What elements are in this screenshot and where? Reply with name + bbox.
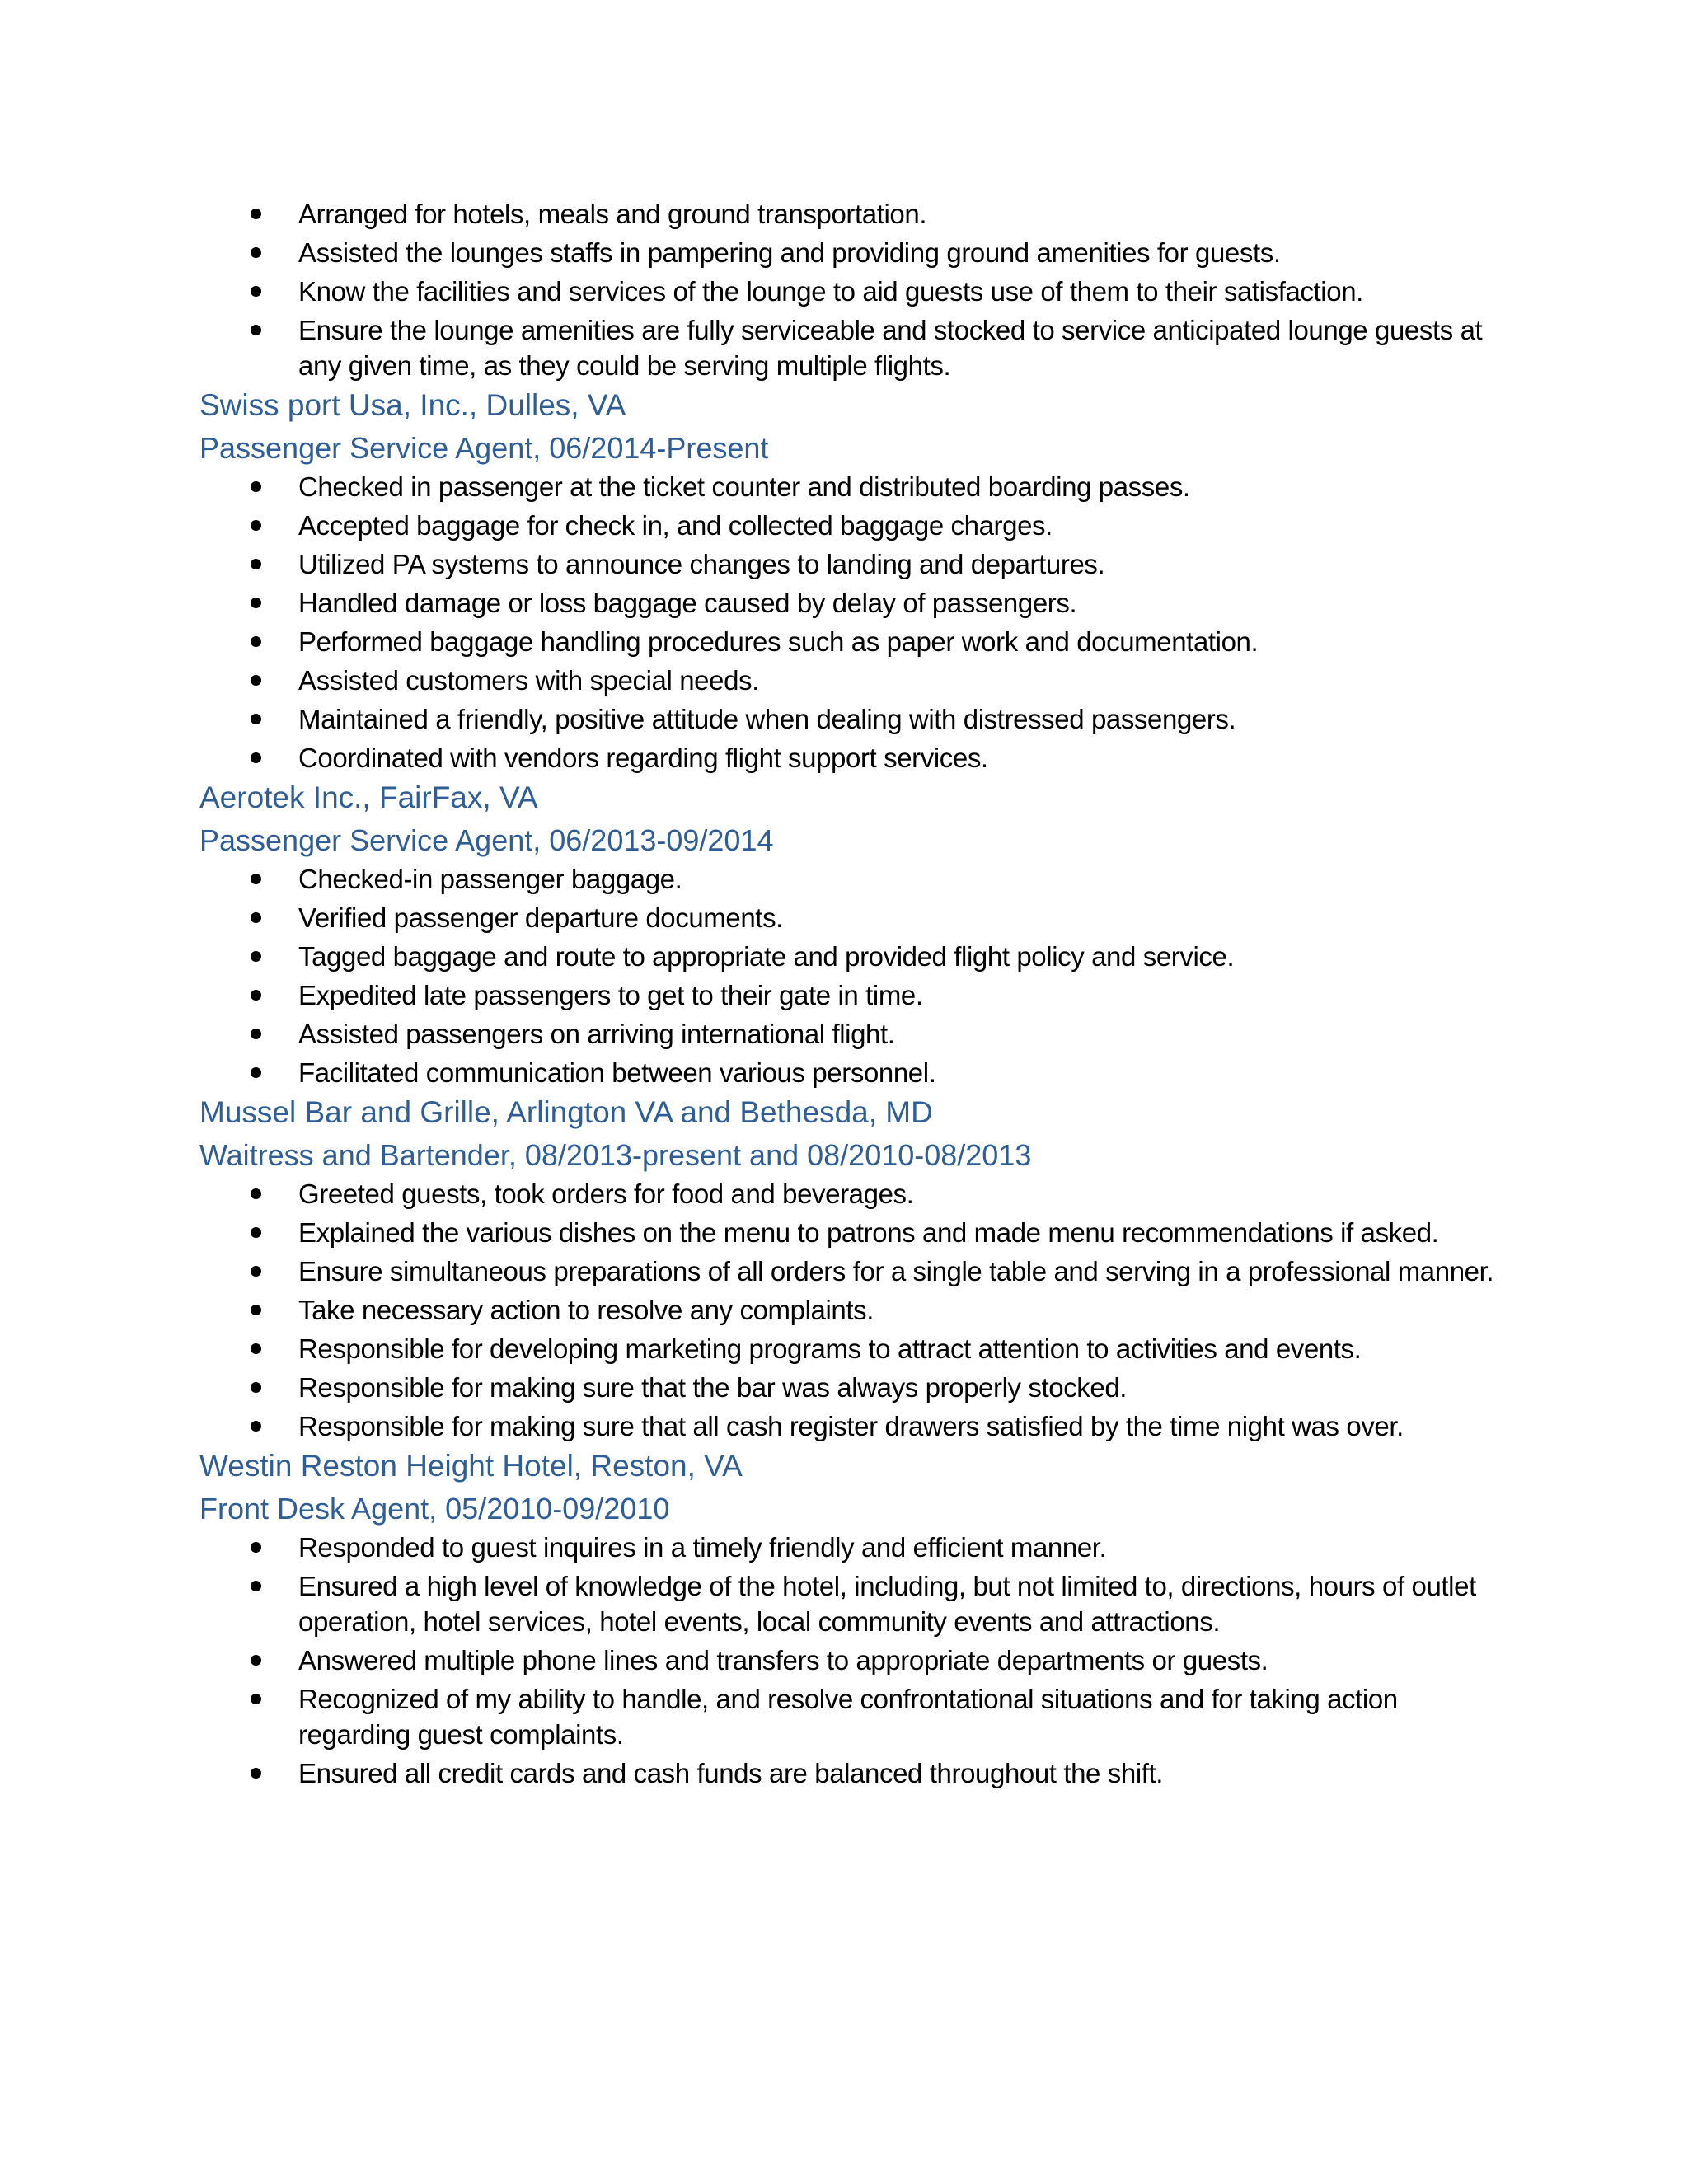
list-item: Responded to guest inquires in a timely friendly and efficient manner. bbox=[199, 1530, 1502, 1565]
position-heading: Front Desk Agent, 05/2010-09/2010 bbox=[199, 1492, 670, 1526]
bullet-icon bbox=[251, 598, 261, 608]
list-item: Checked in passenger at the ticket counter and distributed boarding passes. bbox=[199, 469, 1502, 504]
bullet-icon bbox=[251, 990, 261, 1001]
bullet-icon bbox=[251, 520, 261, 531]
bullet-icon bbox=[251, 247, 261, 258]
list-item: Take necessary action to resolve any complaints. bbox=[199, 1292, 1502, 1328]
list-item: Performed baggage handling procedures such as paper work and documentation. bbox=[199, 624, 1502, 659]
bullet-icon bbox=[251, 1188, 261, 1199]
bullet-icon bbox=[251, 1227, 261, 1238]
list-item: Ensured all credit cards and cash funds are balanced throughout the shift. bbox=[199, 1755, 1502, 1791]
list-item: Facilitated communication between various personnel. bbox=[199, 1055, 1502, 1090]
list-item: Assisted passengers on arriving international flight. bbox=[199, 1016, 1502, 1052]
company-heading: Westin Reston Height Hotel, Reston, VA bbox=[199, 1449, 743, 1483]
position-heading: Passenger Service Agent, 06/2014-Present bbox=[199, 431, 769, 465]
bullet-icon bbox=[251, 636, 261, 647]
bullet-icon bbox=[251, 1694, 261, 1704]
list-item: Ensured a high level of knowledge of the hotel, including, but not limited to, directions, hours of outlet operation, hotel services, hotel events, local community events and attractions. bbox=[199, 1568, 1502, 1639]
resume-page bbox=[199, 196, 1502, 1794]
list-item: Utilized PA systems to announce changes to landing and departures. bbox=[199, 546, 1502, 582]
list-item: Verified passenger departure documents. bbox=[199, 900, 1502, 935]
bullet-icon bbox=[251, 1305, 261, 1315]
list-item: Know the facilities and services of the lounge to aid guests use of them to their satisfaction. bbox=[199, 274, 1502, 309]
list-item: Assisted the lounges staffs in pampering and providing ground amenities for guests. bbox=[199, 235, 1502, 270]
list-item: Coordinated with vendors regarding flight support services. bbox=[199, 740, 1502, 776]
bullet-icon bbox=[251, 1029, 261, 1039]
list-item: Assisted customers with special needs. bbox=[199, 663, 1502, 698]
bullet-icon bbox=[251, 1655, 261, 1666]
bullet-icon bbox=[251, 481, 261, 492]
bullet-icon bbox=[251, 951, 261, 962]
bullet-icon bbox=[251, 1421, 261, 1432]
position-heading: Passenger Service Agent, 06/2013-09/2014 bbox=[199, 823, 774, 857]
list-item: Greeted guests, took orders for food and beverages. bbox=[199, 1176, 1502, 1212]
company-heading: Aerotek Inc., FairFax, VA bbox=[199, 780, 538, 814]
list-item: Explained the various dishes on the menu to patrons and made menu recommendations if asked. bbox=[199, 1215, 1502, 1250]
list-item: Checked-in passenger baggage. bbox=[199, 861, 1502, 897]
list-item: Ensure the lounge amenities are fully serviceable and stocked to service anticipated lounge guests at any given time, as they could be serving multiple flights. bbox=[199, 312, 1502, 383]
job-bullet-list bbox=[199, 1176, 1502, 1444]
bullet-icon bbox=[251, 1343, 261, 1354]
list-item: Answered multiple phone lines and transfers to appropriate departments or guests. bbox=[199, 1643, 1502, 1678]
list-item: Accepted baggage for check in, and collected baggage charges. bbox=[199, 508, 1502, 543]
list-item: Ensure simultaneous preparations of all orders for a single table and serving in a professional manner. bbox=[199, 1254, 1502, 1289]
list-item: Recognized of my ability to handle, and resolve confrontational situations and for taking action regarding guest complaints. bbox=[199, 1681, 1502, 1752]
list-item: Responsible for developing marketing programs to attract attention to activities and events. bbox=[199, 1331, 1502, 1366]
list-item: Arranged for hotels, meals and ground transportation. bbox=[199, 196, 1502, 232]
bullet-icon bbox=[251, 1768, 261, 1779]
list-item: Responsible for making sure that all cash register drawers satisfied by the time night was over. bbox=[199, 1408, 1502, 1444]
bullet-icon bbox=[251, 1266, 261, 1277]
bullet-icon bbox=[251, 325, 261, 335]
list-item: Expedited late passengers to get to their gate in time. bbox=[199, 977, 1502, 1013]
bullet-icon bbox=[251, 1067, 261, 1078]
list-item: Tagged baggage and route to appropriate and provided flight policy and service. bbox=[199, 939, 1502, 974]
bullet-icon bbox=[251, 752, 261, 763]
company-heading: Swiss port Usa, Inc., Dulles, VA bbox=[199, 388, 626, 422]
bullet-icon bbox=[251, 714, 261, 724]
job-bullet-list bbox=[199, 1530, 1502, 1791]
bullet-icon bbox=[251, 209, 261, 219]
position-heading: Waitress and Bartender, 08/2013-present and 08/2010-08/2013 bbox=[199, 1138, 1032, 1172]
bullet-icon bbox=[251, 912, 261, 923]
bullet-icon bbox=[251, 286, 261, 297]
job-bullet-list bbox=[199, 861, 1502, 1090]
bullet-icon bbox=[251, 1581, 261, 1591]
job-bullet-list bbox=[199, 469, 1502, 776]
intro-bullet-list bbox=[199, 196, 1502, 383]
bullet-icon bbox=[251, 874, 261, 884]
company-heading: Mussel Bar and Grille, Arlington VA and Bethesda, MD bbox=[199, 1095, 933, 1129]
bullet-icon bbox=[251, 675, 261, 686]
bullet-icon bbox=[251, 559, 261, 569]
list-item: Maintained a friendly, positive attitude when dealing with distressed passengers. bbox=[199, 701, 1502, 737]
bullet-icon bbox=[251, 1382, 261, 1393]
list-item: Handled damage or loss baggage caused by delay of passengers. bbox=[199, 585, 1502, 621]
list-item: Responsible for making sure that the bar was always properly stocked. bbox=[199, 1370, 1502, 1405]
bullet-icon bbox=[251, 1542, 261, 1553]
